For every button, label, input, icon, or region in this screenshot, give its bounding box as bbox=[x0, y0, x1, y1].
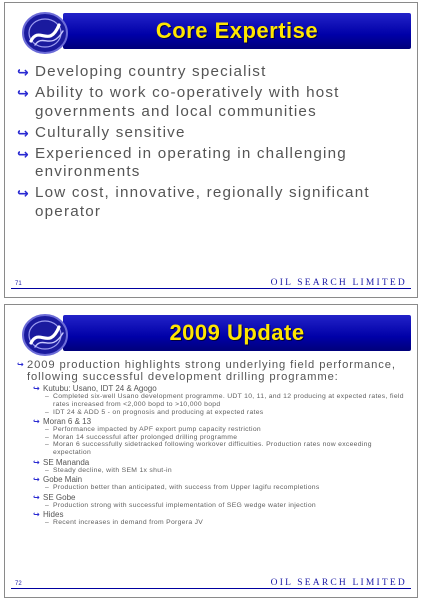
bullet-text: Developing country specialist bbox=[35, 63, 267, 80]
dash-bullet-icon: – bbox=[45, 433, 50, 441]
company-name: OIL SEARCH LIMITED bbox=[270, 578, 407, 588]
group-name: Kutubu: Usano, IDT 24 & Agogo bbox=[43, 384, 157, 394]
arrow-bullet-icon: ↪ bbox=[17, 85, 30, 101]
arrow-bullet-icon: ↪ bbox=[33, 492, 40, 502]
group-name: SE Gobe bbox=[43, 492, 76, 502]
arrow-bullet-icon: ↪ bbox=[17, 185, 30, 201]
list-item bbox=[45, 467, 405, 475]
bullet-item bbox=[17, 145, 403, 182]
dash-bullet-icon: – bbox=[45, 426, 50, 434]
slide-core-expertise bbox=[4, 2, 418, 298]
group-name: Gobe Main bbox=[43, 475, 83, 485]
item-text: Completed six-well Usano development programme. UDT 10, 11, and 12 producing at expected rates, field rates increased from <2,000 bopd to >10,000 bopd bbox=[53, 393, 404, 408]
arrow-bullet-icon: ↪ bbox=[17, 145, 30, 162]
list-item bbox=[45, 484, 405, 492]
arrow-bullet-icon: ↪ bbox=[17, 64, 30, 80]
item-text: Production strong with successful implementation of SEG wedge water injection bbox=[53, 501, 316, 509]
item-text: Moran 6 successfully sidetracked following workover difficulties. Production rates now exceeding expectation bbox=[53, 441, 372, 456]
list-item bbox=[45, 426, 405, 434]
item-text: Steady decline, with SEM 1x shut-in bbox=[53, 466, 172, 474]
list-item bbox=[45, 434, 405, 442]
intro-bullet bbox=[17, 359, 405, 383]
slide-2009-update bbox=[4, 304, 418, 598]
group-heading bbox=[33, 493, 405, 502]
bullet-text: Low cost, innovative, regionally significant operator bbox=[35, 184, 370, 220]
arrow-bullet-icon: ↪ bbox=[17, 124, 30, 141]
footer-divider bbox=[11, 288, 411, 289]
arrow-bullet-icon: ↪ bbox=[17, 360, 25, 369]
group-heading bbox=[33, 510, 405, 519]
item-text: Moran 14 successful after prolonged drilling programme bbox=[53, 433, 238, 441]
bullet-text: Culturally sensitive bbox=[35, 123, 186, 141]
group-heading bbox=[33, 458, 405, 467]
item-text: Recent increases in demand from Porgera JV bbox=[53, 519, 204, 527]
group-heading bbox=[33, 384, 405, 393]
group-heading bbox=[33, 417, 405, 426]
list-item bbox=[45, 393, 405, 408]
footer-divider bbox=[11, 588, 411, 589]
intro-text: 2009 production highlights strong underlying field performance, following successful development drilling programme: bbox=[27, 359, 396, 384]
list-item bbox=[45, 409, 405, 417]
item-text: Performance impacted by APF export pump capacity restriction bbox=[53, 426, 262, 434]
arrow-bullet-icon: ↪ bbox=[33, 457, 40, 467]
company-name: OIL SEARCH LIMITED bbox=[270, 278, 407, 288]
list-item bbox=[45, 519, 405, 527]
bullet-item bbox=[17, 63, 403, 82]
arrow-bullet-icon: ↪ bbox=[33, 510, 40, 520]
dash-bullet-icon: – bbox=[45, 408, 50, 416]
page-number: 71 bbox=[15, 281, 22, 287]
group-heading bbox=[33, 475, 405, 484]
dash-bullet-icon: – bbox=[45, 484, 50, 492]
list-item bbox=[45, 441, 405, 456]
arrow-bullet-icon: ↪ bbox=[33, 417, 40, 427]
bullet-text: Experienced in operating in challenging environments bbox=[35, 144, 347, 180]
bullet-item bbox=[17, 184, 403, 221]
slide-title: 2009 Update bbox=[169, 320, 305, 345]
update-content bbox=[17, 359, 405, 527]
list-item bbox=[45, 502, 405, 510]
dash-bullet-icon: – bbox=[45, 393, 50, 401]
slide-title: Core Expertise bbox=[155, 18, 319, 43]
group-name: Moran 6 & 13 bbox=[43, 417, 92, 427]
item-text: Production better than anticipated, with success from Upper Iagifu recompletions bbox=[53, 484, 320, 492]
group-name: SE Mananda bbox=[43, 457, 90, 467]
dash-bullet-icon: – bbox=[45, 519, 50, 527]
dash-bullet-icon: – bbox=[45, 441, 50, 449]
dash-bullet-icon: – bbox=[45, 466, 50, 474]
arrow-bullet-icon: ↪ bbox=[33, 384, 40, 394]
item-text: IDT 24 & ADD 5 - on prognosis and producing at expected rates bbox=[53, 408, 264, 416]
bullet-list bbox=[17, 63, 403, 224]
page-number: 72 bbox=[15, 581, 22, 587]
arrow-bullet-icon: ↪ bbox=[33, 475, 40, 485]
bullet-text: Ability to work co-operatively with host governments and local communities bbox=[35, 84, 340, 120]
dash-bullet-icon: – bbox=[45, 501, 50, 509]
group-name: Hides bbox=[43, 510, 64, 520]
bullet-item bbox=[17, 84, 403, 121]
bullet-item bbox=[17, 124, 403, 143]
